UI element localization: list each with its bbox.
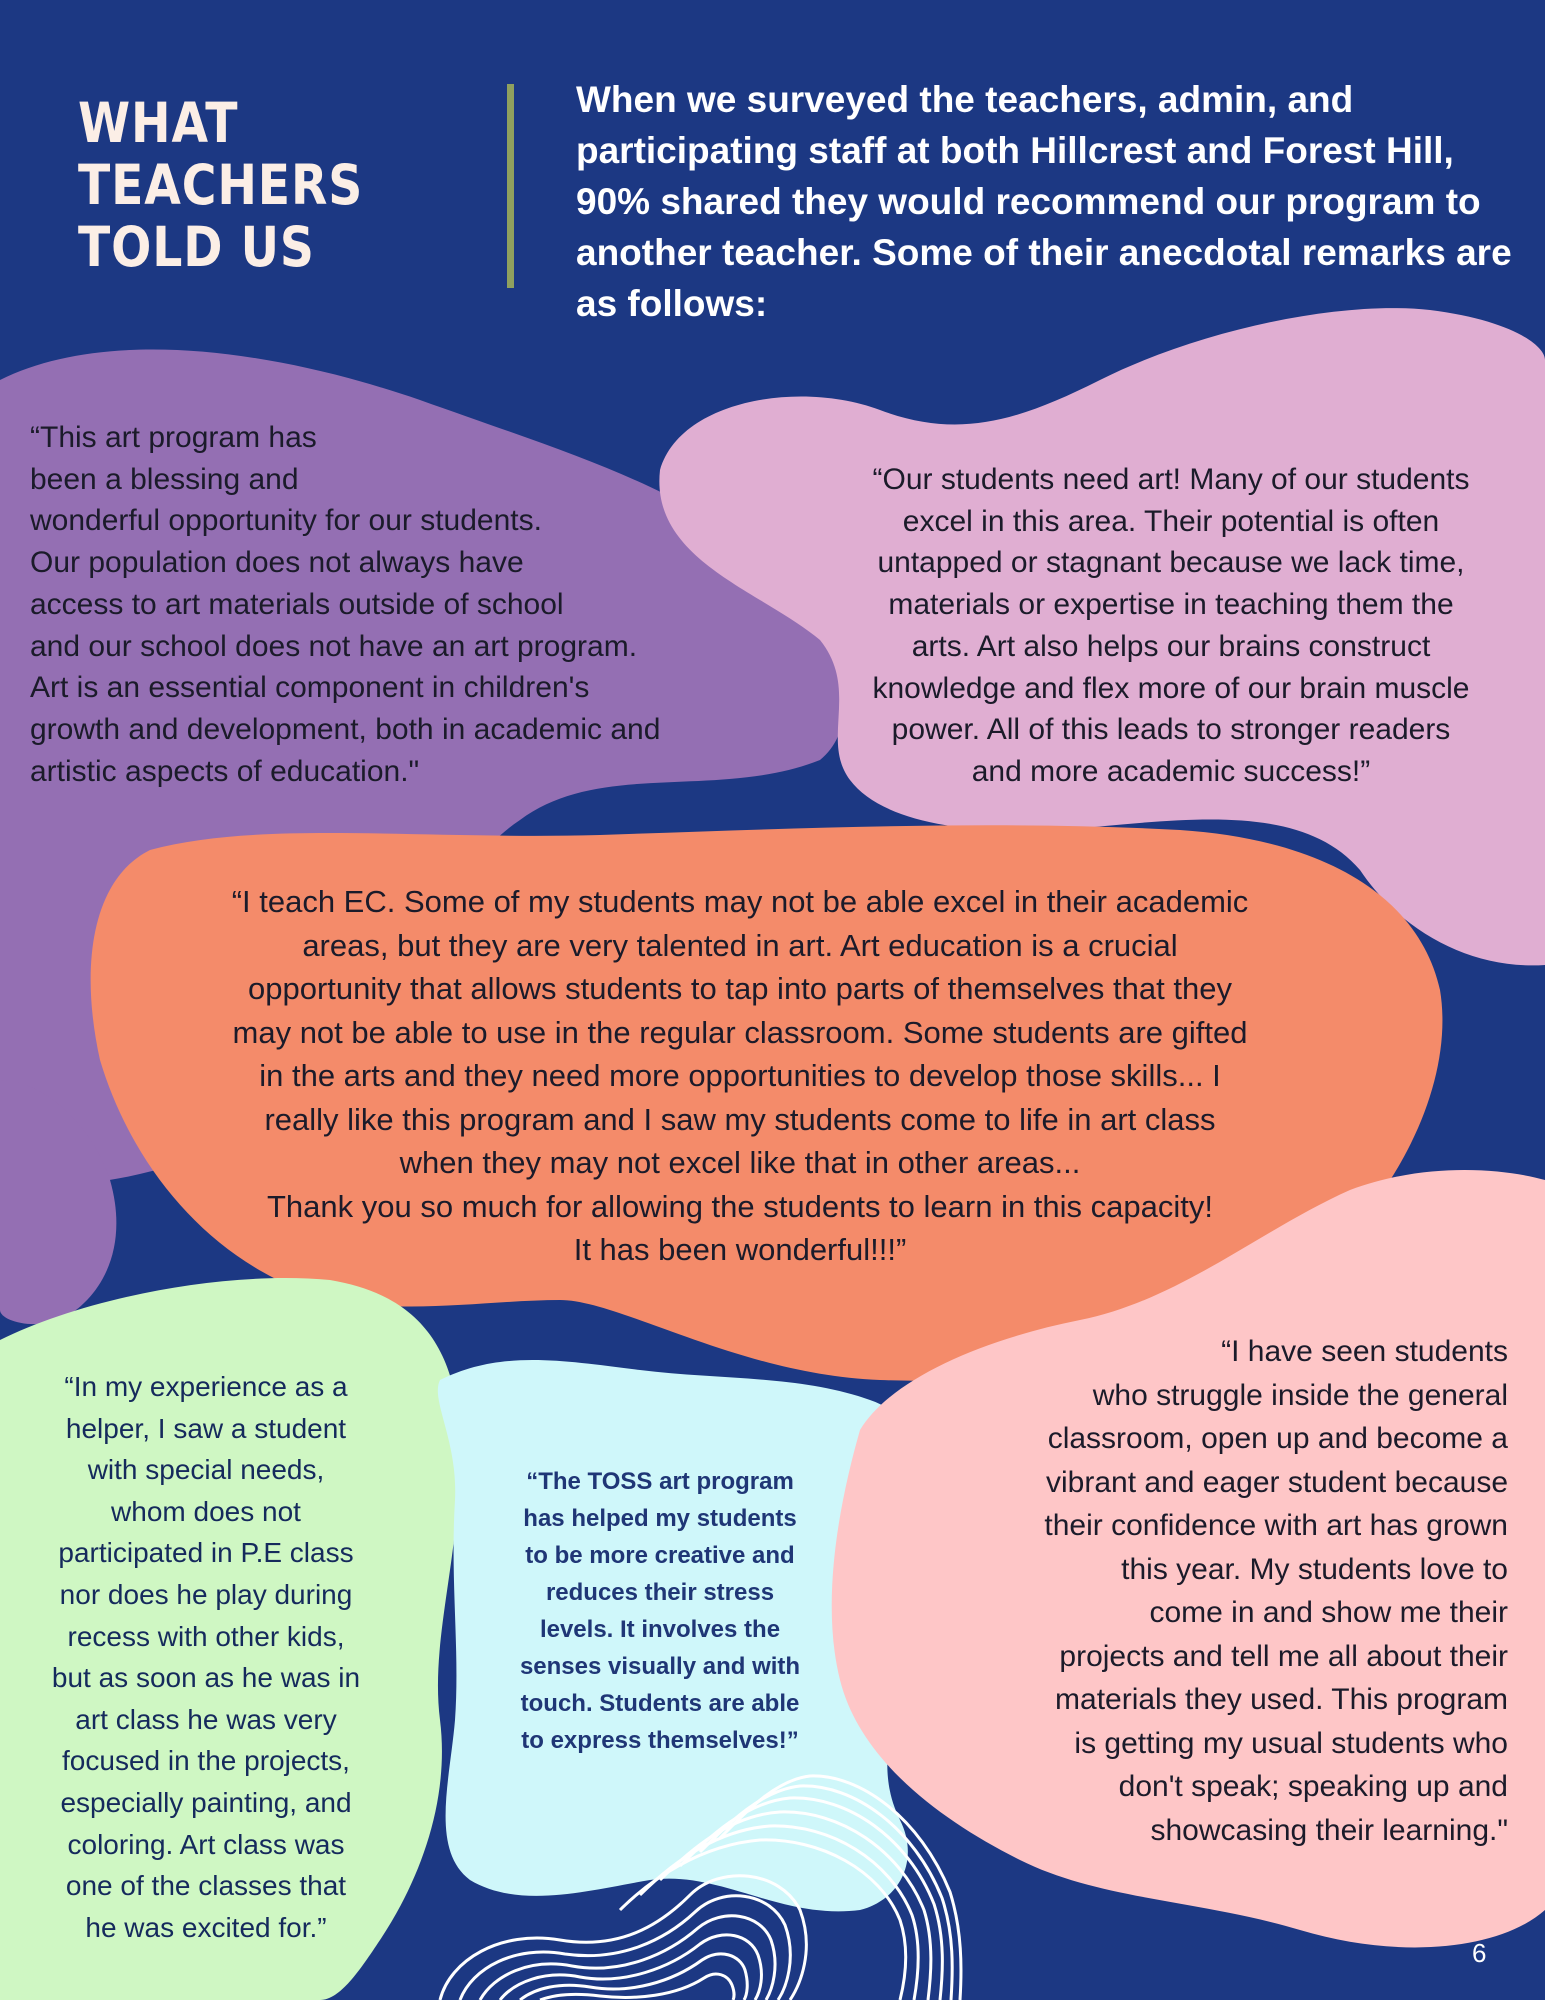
quote-line: materials or expertise in teaching them the (888, 588, 1454, 622)
quote-line: participated in P.E class (58, 1537, 354, 1569)
quote-line: their confidence with art has grown (1044, 1509, 1508, 1542)
quote-line: showcasing their learning." (1150, 1813, 1508, 1847)
quote-line: untapped or stagnant because we lack time, (877, 546, 1465, 580)
quote-students-open-up (900, 1330, 1508, 1852)
quote-line: areas, but they are very talented in art. Art education is a crucial (302, 927, 1178, 963)
quote-line: Art is an essential component in children's (30, 671, 590, 705)
quote-students-need-art (826, 459, 1516, 793)
quote-line: artistic aspects of education." (30, 754, 420, 788)
quote-ec-teacher (140, 880, 1340, 1272)
quote-line: one of the classes that (65, 1870, 347, 1902)
quote-line: power. All of this leads to stronger readers (891, 713, 1451, 747)
quote-line: and more academic success!” (971, 754, 1371, 788)
quote-line: to be more creative and (525, 1542, 795, 1569)
quote-helper-experience (18, 1366, 394, 1948)
quote-line: wonderful opportunity for our students. (30, 504, 542, 538)
title-line: TEACHERS (78, 153, 364, 217)
quote-line: materials they used. This program (1055, 1683, 1508, 1716)
title-line: TOLD US (78, 215, 315, 279)
quote-line: when they may not excel like that in other areas... (399, 1145, 1081, 1180)
quote-line: growth and development, both in academic and (30, 712, 661, 746)
quote-line: excel in this area. Their potential is often (902, 504, 1440, 538)
quote-line: “The TOSS art program (526, 1468, 794, 1495)
title-divider (507, 84, 514, 288)
quote-line: come in and show me their (1149, 1596, 1508, 1629)
intro-paragraph: When we surveyed the teachers, admin, and participating staff at both Hillcrest and Forest Hill, 90% shared they would recommend our program to another teacher. Some of their anecdotal remarks are as follows: (576, 79, 1512, 324)
quote-line: “This art program has (30, 421, 317, 454)
quote-line: focused in the projects, (62, 1745, 350, 1777)
quote-line: “I teach EC. Some of my students may not be able excel in their academic (231, 884, 1249, 919)
quote-line: touch. Students are able (520, 1690, 800, 1717)
quote-line: vibrant and eager student because (1046, 1465, 1508, 1499)
quote-line: arts. Art also helps our brains construct (911, 629, 1431, 663)
quote-line: projects and tell me all about their (1059, 1639, 1508, 1673)
quote-line: been a blessing and (30, 462, 299, 496)
quote-line: he was excited for.” (85, 1911, 327, 1943)
quote-line: “In my experience as a (64, 1371, 348, 1402)
quote-line: recess with other kids, (67, 1620, 345, 1652)
quote-line: really like this program and I saw my students come to life in art class (264, 1101, 1216, 1137)
quote-line: to express themselves!” (521, 1727, 799, 1754)
quote-line: Our population does not always have (30, 546, 524, 580)
quote-art-blessing (30, 417, 750, 792)
quote-line: may not be able to use in the regular classroom. Some students are gifted (232, 1014, 1248, 1050)
quote-line: don't speak; speaking up and (1118, 1770, 1508, 1803)
quote-line: coloring. Art class was (67, 1828, 345, 1860)
quote-line: and our school does not have an art program. (30, 629, 638, 663)
quote-line: levels. It involves the (539, 1616, 781, 1643)
quote-line: with special needs, (87, 1454, 325, 1486)
quote-line: opportunity that allows students to tap into parts of themselves that they (248, 971, 1232, 1006)
quote-line: whom does not (111, 1495, 301, 1527)
quote-line: Thank you so much for allowing the students to learn in this capacity! (267, 1188, 1213, 1224)
quote-line: senses visually and with (519, 1653, 801, 1680)
page-number: 6 (1472, 1938, 1487, 1968)
quote-line: in the arts and they need more opportunities to develop those skills... I (259, 1058, 1221, 1093)
page-title (78, 92, 388, 278)
quote-line: has helped my students (523, 1505, 797, 1532)
quote-line: helper, I saw a student (65, 1412, 347, 1444)
quote-line: who struggle inside the general (1092, 1378, 1508, 1412)
quote-toss-program (480, 1463, 840, 1759)
quote-line: but as soon as he was in (51, 1662, 361, 1694)
quote-line: is getting my usual students who (1074, 1726, 1508, 1760)
quote-line: access to art materials outside of school (30, 587, 564, 621)
quote-line: It has been wonderful!!!” (573, 1232, 907, 1267)
quote-line: nor does he play during (59, 1578, 353, 1610)
quote-line: art class he was very (75, 1703, 337, 1735)
quote-line: classroom, open up and become a (1047, 1422, 1508, 1455)
title-line: WHAT (78, 91, 239, 155)
quote-line: “I have seen students (1221, 1335, 1508, 1368)
quote-line: this year. My students love to (1121, 1552, 1508, 1586)
quote-line: especially painting, and (60, 1786, 352, 1818)
quote-line: reduces their stress (545, 1579, 775, 1606)
quote-line: knowledge and flex more of our brain muscle (872, 671, 1470, 705)
quote-line: “Our students need art! Many of our students (872, 463, 1470, 496)
